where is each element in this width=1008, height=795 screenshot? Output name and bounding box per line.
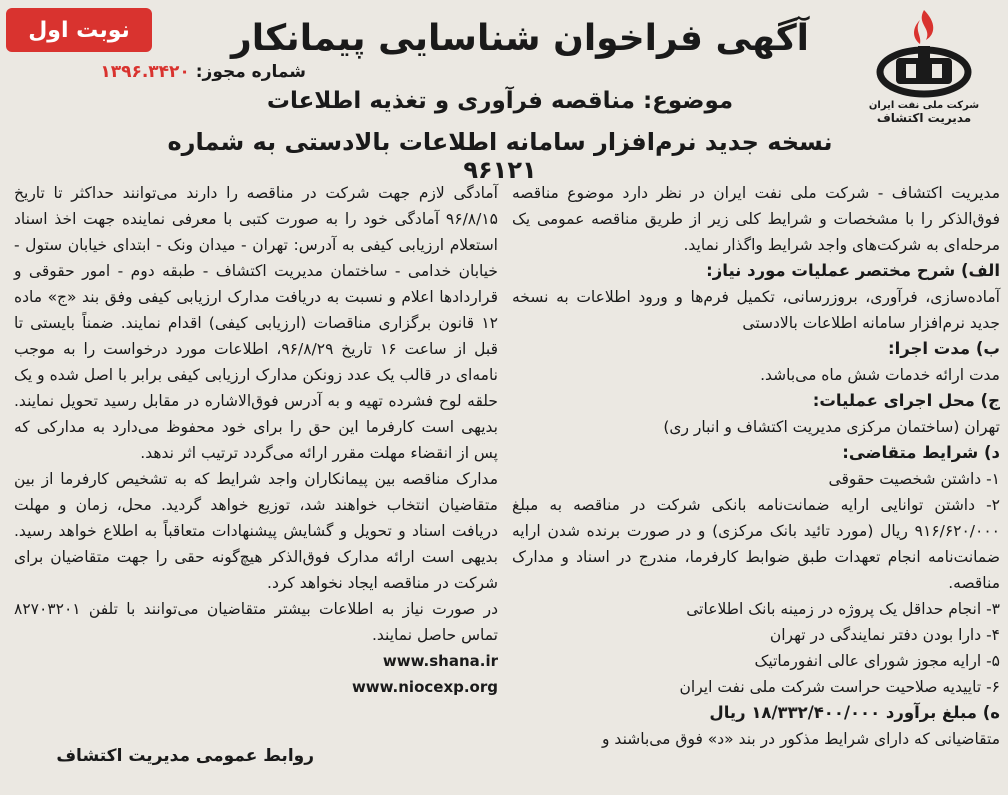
section-c-text: تهران (ساختمان مرکزی مدیریت اکتشاف و انبار ری) <box>663 418 1000 436</box>
notice-subject: موضوع: مناقصه فرآوری و تغذیه اطلاعات <box>266 88 734 114</box>
website-shana-link[interactable]: www.shana.ir <box>382 652 498 670</box>
section-e-estimate: ه) مبلغ برآورد ۱۸/۳۳۲/۴۰۰/۰۰۰ ریال <box>709 703 1000 722</box>
intro-text: مدیریت اکتشاف - شرکت ملی نفت ایران در نظر دارد موضوع مناقصه فوق‌الذکر را با مشخصات و شرایط کلی زیر از طریق مناقصه عمومی یک مرحله‌ای به شرکت‌های واجد شرایط واگذار نماید. <box>512 184 1000 254</box>
permit-label: شماره مجوز: <box>195 62 306 82</box>
condition-5: ۵- ارایه مجوز شورای عالی انفورماتیک <box>754 652 1000 670</box>
company-logo <box>854 6 994 136</box>
website-niocexp-link[interactable]: www.niocexp.org <box>351 678 498 696</box>
section-a-text: آماده‌سازی، فرآوری، بروزرسانی، تکمیل فرم‌ها و ورود اطلاعات به نسخه جدید نرم‌افزار سامانه اطلاعات بالادستی <box>512 288 1000 332</box>
condition-3: ۳- انجام حداقل یک پروژه در زمینه بانک اطلاعاتی <box>686 600 1000 618</box>
permit-value: ۱۳۹۶.۳۴۲۰ <box>100 62 190 82</box>
right-column <box>512 180 1000 752</box>
round-badge: نوبت اول <box>6 8 152 52</box>
left-column <box>14 180 498 700</box>
left-paragraph-3: در صورت نیاز به اطلاعات بیشتر متقاضیان می‌توانند با تلفن ۸۲۷۰۳۲۰۱ تماس حاصل نمایند. <box>14 600 498 644</box>
notice-title: آگهی فراخوان شناسایی پیمانکار <box>231 18 809 59</box>
condition-2: ۲- داشتن توانایی ارایه ضمانت‌نامه بانکی شرکت در مناقصه به مبلغ ۹۱۶/۶۲۰/۰۰۰ ریال (مورد تائید بانک مرکزی) و در صورت برنده شدن ارایه ضمانت‌نامه انجام تعهدات طبق ضوابط کارفرما، مندرج در اسناد و مدارک مناقصه. <box>512 496 1000 592</box>
condition-1: ۱- داشتن شخصیت حقوقی <box>828 470 1000 488</box>
left-paragraph-2: مدارک مناقصه بین پیمانکاران واجد شرایط که به تشخیص کارفرما از بین متقاضیان انتخاب خواهند شد، توزیع خواهد گردید. محل، زمان و مهلت دریافت اسناد و تحویل و گشایش پیشنهادات متعاقباً به اطلاع خواهد رسید. بدیهی است ارائه مدارک فوق‌الذکر هیچ‌گونه حقی را جهت متقاضیان برای شرکت در مناقصه ایجاد نخواهد کرد. <box>14 470 498 592</box>
company-name: شرکت ملی نفت ایران <box>868 100 980 111</box>
section-b-title: ب) مدت اجرا: <box>887 339 1000 358</box>
footer-signature: روابط عمومی مدیریت اکتشاف <box>56 746 314 766</box>
nioc-flame-logo-icon <box>876 6 972 98</box>
condition-4: ۴- دارا بودن دفتر نمایندگی در تهران <box>769 626 1000 644</box>
closing-text: متقاضیانی که دارای شرایط مذکور در بند «د» فوق می‌باشند و <box>602 730 1000 748</box>
section-d-title: د) شرایط متقاضی: <box>842 443 1000 462</box>
left-paragraph-1: آمادگی لازم جهت شرکت در مناقصه را دارند می‌توانند حداکثر تا تاریخ ۹۶/۸/۱۵ آمادگی خود را به صورت کتبی با معرفی نماینده جهت اخذ اسناد استعلام ارزیابی کیفی به آدرس: تهران - میدان ونک - ابتدای خیابان ستول - خیابان خدامی - ساختمان مدیریت اکتشاف - طبقه دوم - امور حقوقی و قراردادها اعلام و نسبت به دریافت مدارک ارزیابی کیفی وفق بند «ج» ماده ۱۲ قانون برگزاری مناقصات (ارزیابی کیفی) اقدام نمایند. ضمناً بایستی تا قبل از ساعت ۱۶ تاریخ ۹۶/۸/۲۹، اطلاعات مورد درخواست را به موجب نامه‌ای در قالب یک عدد زونکن مدارک ارزیابی کیفی برابر با اصل شده و یک حلقه لوح فشرده تهیه و به آدرس فوق‌الاشاره در مقابل رسید تحویل نمایند. بدیهی است کارفرما این حق را برای خود محفوظ می‌دارد به مدارکی که پس از انقضاء مهلت مقرر ارائه می‌گردد ترتیب اثر ندهد. <box>14 184 498 462</box>
section-b-text: مدت ارائه خدمات شش ماه می‌باشد. <box>760 366 1000 384</box>
project-title: نسخه جدید نرم‌افزار سامانه اطلاعات بالادستی به شماره ۹۶۱۲۱ <box>167 128 833 184</box>
condition-6: ۶- تاییدیه صلاحیت حراست شرکت ملی نفت ایران <box>679 678 1000 696</box>
section-c-title: ج) محل اجرای عملیات: <box>812 391 1000 410</box>
department-name: مدیریت اکتشاف <box>876 111 972 125</box>
section-a-title: الف) شرح مختصر عملیات مورد نیاز: <box>706 261 1000 280</box>
permit-number <box>6 62 306 82</box>
